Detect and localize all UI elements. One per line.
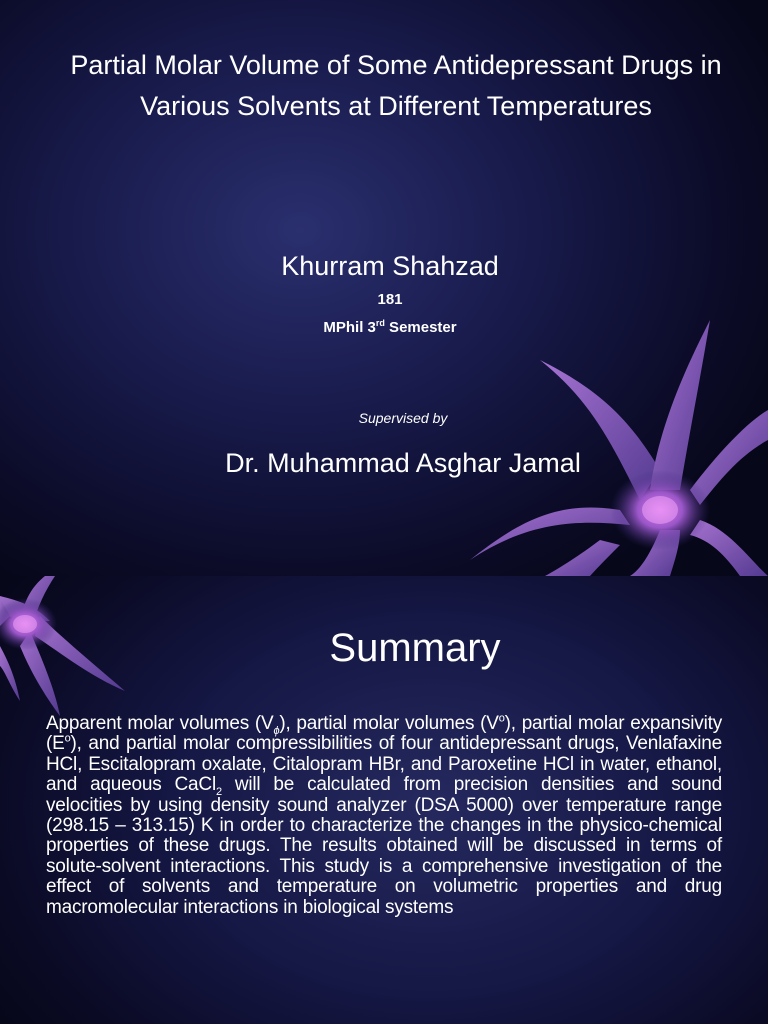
program-superscript: rd bbox=[375, 318, 385, 328]
o-superscript: o bbox=[64, 733, 71, 746]
summary-text-2: ), partial molar volumes (V bbox=[279, 713, 499, 734]
summary-text-3: ), partial molar expansivity (E bbox=[46, 713, 722, 755]
summary-text-1: Apparent molar volumes (V bbox=[46, 713, 274, 734]
supervisor-name: Dr. Muhammad Asghar Jamal bbox=[225, 448, 581, 478]
program-semester bbox=[0, 319, 768, 336]
o-superscript: o bbox=[498, 712, 505, 725]
summary-paragraph bbox=[46, 714, 722, 918]
summary-text-4: ), and partial molar compressibilities of four antidepressant drugs, Venlafaxine HCl, Escitalopram oxalate, Citalopram HBr, and Paroxetine HCl in water, ethanol, and aqueous CaCl bbox=[46, 733, 722, 796]
presentation-title: Partial Molar Volume of Some Antidepressant Drugs in Various Solvents at Different Temperatures bbox=[70, 50, 722, 121]
phi-subscript: ϕ bbox=[273, 724, 280, 737]
program-suffix: Semester bbox=[384, 319, 457, 336]
supervised-by-label: Supervised by bbox=[358, 410, 448, 426]
summary-heading: Summary bbox=[329, 626, 501, 670]
program-prefix: MPhil 3 bbox=[323, 319, 376, 336]
cl2-subscript: 2 bbox=[215, 786, 222, 799]
summary-text-5: will be calculated from precision densities and sound velocities by using density sound analyzer (DSA 5000) over temperature range (298.15 – 313.15) K in order to characterize the changes in the physico-chemical properties of these drugs. The results obtained will be discussed in terms of solute-solvent interactions. This study is a comprehensive investigation of the effect of solvents and temperature on volumetric properties and drug macromolecular interactions in biological systems bbox=[46, 774, 722, 918]
author-name: Khurram Shahzad bbox=[281, 251, 499, 281]
slide-summary bbox=[0, 576, 768, 1024]
roll-number: 181 bbox=[377, 291, 403, 308]
